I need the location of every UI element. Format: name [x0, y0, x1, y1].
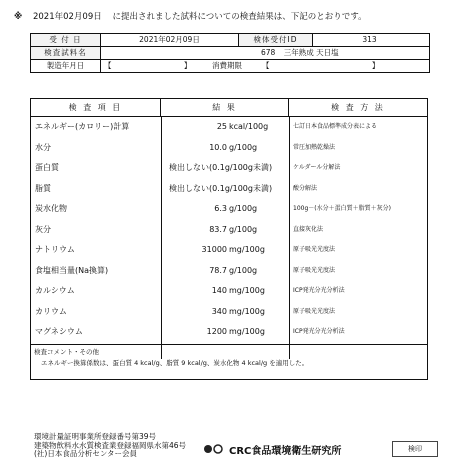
test-item: カリウム	[35, 306, 67, 316]
test-result	[161, 322, 289, 343]
test-item: マグネシウム	[35, 327, 83, 336]
col-method-header: 検 査 方 法	[331, 103, 385, 112]
test-item: 水分	[35, 142, 51, 152]
expiry-label: 消費期限	[212, 61, 242, 70]
result-value: 25	[216, 122, 227, 131]
result-value: 31000	[201, 245, 227, 254]
header-row-dates	[31, 60, 429, 72]
comment-box	[31, 344, 427, 379]
crc-logo-icon	[203, 443, 225, 455]
test-method: 原子吸光光度法	[293, 307, 336, 315]
test-result	[161, 302, 289, 323]
test-method: ケルダール分解法	[293, 164, 341, 171]
test-item: エネルギー(カロリー)計算	[35, 122, 130, 131]
header-table	[30, 33, 430, 73]
test-item: ナトリウム	[35, 245, 75, 254]
test-result	[161, 240, 289, 261]
comment-title: 検査コメント・その他	[34, 348, 99, 356]
table-row	[31, 117, 427, 138]
test-result	[161, 220, 289, 241]
test-method: 酸分解法	[293, 184, 318, 192]
test-item: カルシウム	[35, 286, 75, 295]
test-method: 直接灰化法	[293, 225, 324, 233]
test-item: 蛋白質	[35, 163, 59, 172]
results-table	[30, 98, 428, 380]
result-value: 10.0	[209, 142, 227, 152]
mfg-label: 製造年月日	[31, 60, 101, 72]
mfg-value	[101, 60, 209, 72]
test-result	[161, 261, 289, 282]
notice-line	[14, 10, 367, 22]
result-unit: kcal/100g	[229, 122, 269, 131]
test-item: 炭水化物	[35, 204, 67, 213]
result-value: 340	[211, 306, 227, 316]
test-item: 灰分	[35, 224, 51, 234]
result-value: 78.7	[209, 265, 227, 275]
expiry-bracket-close: 】	[371, 61, 380, 70]
received-label: 受 付 日	[31, 34, 101, 46]
table-row	[31, 240, 427, 261]
notice-text: に提出されました試料についての検査結果は、下記のとおりです。	[112, 12, 367, 22]
test-result	[161, 117, 289, 138]
sample-value	[101, 47, 426, 59]
result-value: 1200	[206, 327, 227, 336]
mfg-bracket-close: 】	[183, 61, 192, 70]
result-unit: g/100g	[229, 204, 258, 213]
results-body	[31, 117, 427, 343]
test-result	[161, 179, 289, 200]
lab-credentials	[34, 433, 186, 459]
result-value: 140	[211, 286, 227, 295]
col-result-header: 結 果	[161, 99, 289, 116]
specimen-no-label: 検体受付ID	[239, 34, 313, 46]
table-row	[31, 199, 427, 220]
test-method: 常圧加熱乾燥法	[293, 143, 336, 151]
header-row-received	[31, 34, 429, 47]
result-value: 検出しない(0.1g/100g未満)	[169, 163, 273, 172]
test-method: ICP発光分光分析法	[293, 328, 345, 335]
test-method: 原子吸光光度法	[293, 246, 336, 253]
reference-mark: ※	[14, 12, 23, 22]
result-unit: mg/100g	[229, 327, 265, 336]
credential-line-3: (社)日本食品分析センター会員	[34, 449, 138, 458]
test-method: 原子吸光光度法	[293, 266, 336, 274]
test-result	[161, 199, 289, 220]
test-item: 食塩相当量(Na換算)	[35, 265, 109, 275]
table-row	[31, 220, 427, 241]
result-unit: g/100g	[229, 265, 258, 275]
result-value: 83.7	[209, 224, 227, 234]
result-value: 6.3	[214, 204, 227, 213]
sample-name: 三年熟成 天日塩	[283, 48, 339, 57]
result-unit: g/100g	[229, 224, 258, 234]
comment-body: エネルギー換算係数は、蛋白質 4 kcal/g、脂質 9 kcal/g、炭水化物 4 kcal/g を適用した。	[41, 359, 309, 367]
lab-logo	[203, 441, 383, 457]
results-header	[31, 99, 427, 117]
sample-code: 678	[261, 48, 276, 57]
test-result	[161, 158, 289, 179]
credential-line-2: 建築物飲料水水質検査業登録福岡県水第46号	[34, 440, 187, 450]
sample-label: 検査試料名	[31, 47, 101, 59]
test-item: 脂質	[35, 183, 51, 193]
result-unit: mg/100g	[229, 245, 265, 254]
result-unit: mg/100g	[229, 306, 265, 316]
expiry-value	[259, 60, 426, 72]
table-row	[31, 158, 427, 179]
mfg-bracket-open: 【	[104, 61, 112, 70]
expiry-bracket-open: 【	[262, 61, 270, 70]
table-row	[31, 322, 427, 343]
received-value: 2021年02月09日	[101, 34, 239, 46]
result-unit: mg/100g	[229, 286, 265, 295]
result-unit: g/100g	[229, 142, 258, 152]
test-method: 100g－(水分＋蛋白質＋脂質＋灰分)	[293, 205, 391, 212]
test-result	[161, 138, 289, 159]
table-row	[31, 302, 427, 323]
inspection-stamp: 検印	[392, 441, 438, 457]
result-value: 検出しない(0.1g/100g未満)	[169, 183, 273, 193]
test-result	[161, 281, 289, 302]
test-method: 七訂日本食品標準成分表による	[293, 123, 378, 130]
test-method: ICP発光分光分析法	[293, 287, 345, 294]
credential-line-1: 環境計量証明事業所登録番号第39号	[34, 432, 157, 441]
table-row	[31, 261, 427, 282]
lab-name: CRC食品環境衛生研究所	[229, 445, 342, 457]
header-row-sample	[31, 47, 429, 60]
col-item-header: 検 査 項 目	[31, 99, 161, 116]
table-row	[31, 138, 427, 159]
table-row	[31, 281, 427, 302]
notice-date: 2021年02月09日	[32, 12, 102, 22]
table-row	[31, 179, 427, 200]
specimen-no-value: 313	[362, 35, 377, 44]
